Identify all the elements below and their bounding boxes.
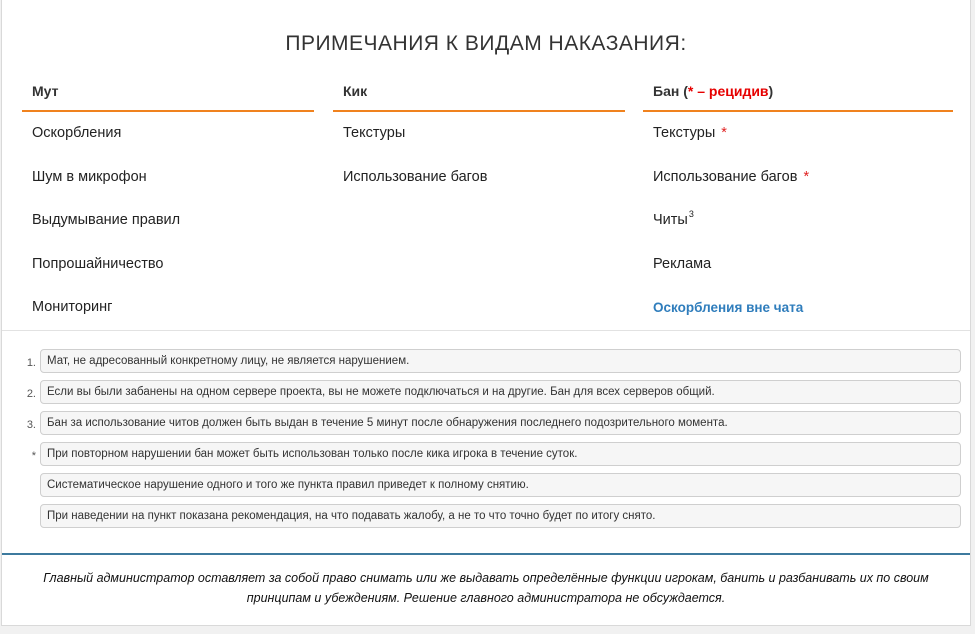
column-ban-header xyxy=(643,78,953,112)
mute-list xyxy=(22,112,314,330)
divider xyxy=(2,330,970,331)
note-marker: 1. xyxy=(26,357,36,369)
list-item: Выдумывание правил xyxy=(32,212,181,228)
kick-list xyxy=(333,112,625,199)
ban-list xyxy=(643,112,953,330)
column-kick-header: Кик xyxy=(333,78,625,112)
list-item xyxy=(643,112,953,156)
recidive-star: * xyxy=(721,125,727,141)
column-ban-title: Бан xyxy=(653,83,680,99)
list-item xyxy=(643,199,953,243)
column-ban xyxy=(643,78,953,330)
notes-list xyxy=(22,349,961,535)
note-row xyxy=(22,380,961,411)
note-marker: 2. xyxy=(26,388,36,400)
list-item: Мониторинг xyxy=(32,299,113,315)
item-label: Читы xyxy=(653,212,688,228)
note-text: При повторном нарушении бан может быть использован только после кика игрока в течение суток. xyxy=(40,442,961,466)
recidive-note: * – рецидив xyxy=(687,83,769,99)
item-label: Использование багов xyxy=(653,168,798,185)
footer-divider xyxy=(2,553,970,555)
footnote-ref: 3 xyxy=(688,209,694,219)
column-mute xyxy=(22,78,314,330)
note-marker: * xyxy=(31,450,36,462)
list-item: Реклама xyxy=(653,255,712,272)
note-row xyxy=(22,349,961,380)
column-kick xyxy=(333,78,625,199)
note-text: Мат, не адресованный конкретному лицу, не является нарушением. xyxy=(40,349,961,373)
item-label: Текстуры xyxy=(653,125,716,141)
note-text: Если вы были забанены на одном сервере проекта, вы не можете подключаться и на другие. Бан для всех серверов общий. xyxy=(40,380,961,404)
note-row xyxy=(22,504,961,535)
list-item: Текстуры xyxy=(343,125,406,141)
list-item: Попрошайничество xyxy=(32,255,164,272)
note-row xyxy=(22,411,961,442)
list-item: Шум в микрофон xyxy=(32,168,147,185)
rules-panel xyxy=(1,0,971,626)
recidive-star: * xyxy=(803,168,810,185)
list-item: Оскорбления xyxy=(32,125,122,141)
note-text: При наведении на пункт показана рекомендация, на что подавать жалобу, а не то что точно будет по итогу снято. xyxy=(40,504,961,528)
page-title: ПРИМЕЧАНИЯ К ВИДАМ НАКАЗАНИЯ: xyxy=(285,32,687,55)
column-mute-header: Мут xyxy=(22,78,314,112)
note-text: Систематическое нарушение одного и того же пункта правил приведет к полному снятию. xyxy=(40,473,961,497)
insults-outside-chat-link[interactable]: Оскорбления вне чата xyxy=(653,300,804,315)
note-row xyxy=(22,473,961,504)
note-text: Бан за использование читов должен быть выдан в течение 5 минут после обнаружения последнего подозрительного момента. xyxy=(40,411,961,435)
paren-open: ( xyxy=(679,83,688,99)
list-item: Использование багов xyxy=(343,168,488,185)
note-marker: 3. xyxy=(26,419,36,431)
footer-disclaimer: Главный администратор оставляет за собой право снимать или же выдавать определённые функции игрокам, банить и разбанивать их по своим принципам и убеждениям. Решение главного администратора не обсуждается. xyxy=(43,571,929,605)
note-row xyxy=(22,442,961,473)
list-item xyxy=(643,156,953,200)
paren-close: ) xyxy=(768,83,774,99)
